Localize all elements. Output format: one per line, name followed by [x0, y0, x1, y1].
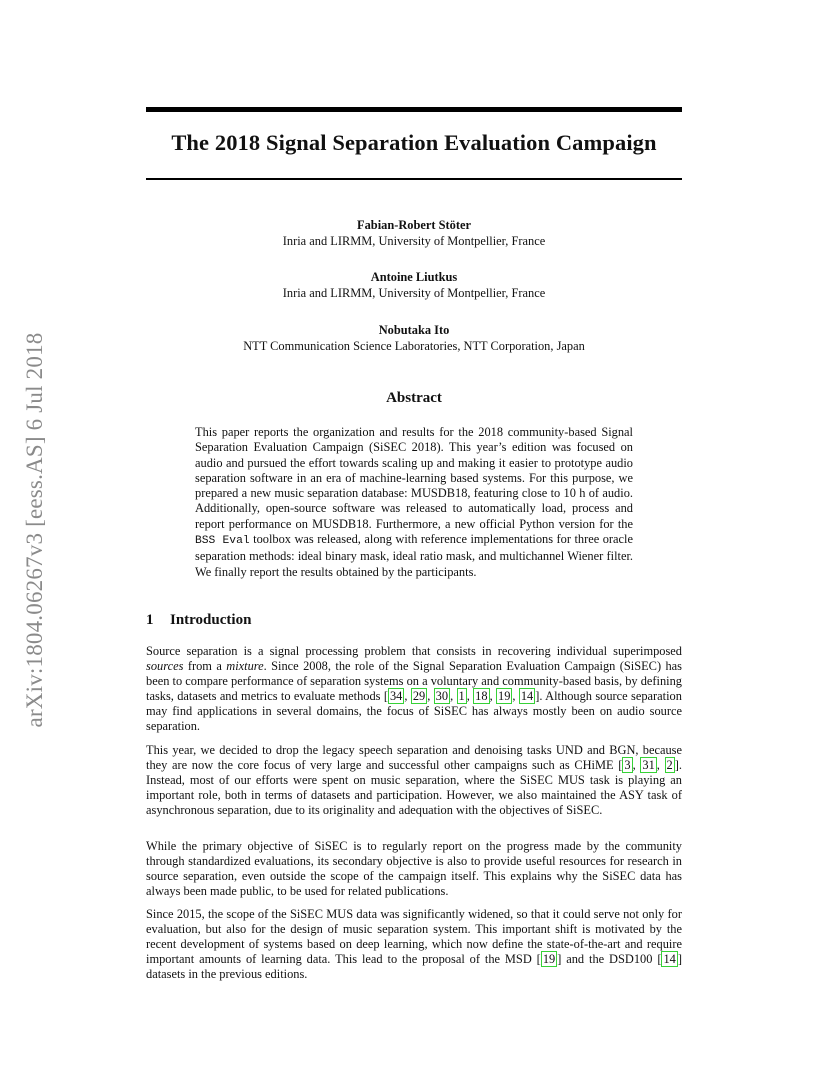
inline-code: BSS Eval — [195, 535, 250, 548]
citation-link[interactable]: 1 — [458, 689, 465, 704]
author-block — [146, 269, 682, 301]
citation-link[interactable]: 19 — [498, 689, 511, 704]
author-name: Fabian-Robert Stöter — [357, 218, 471, 232]
arxiv-sidebar — [20, 295, 50, 765]
paper-title: The 2018 Signal Separation Evaluation Campaign — [171, 130, 657, 155]
text-run: Since 2015, the scope of the SiSEC MUS data was significantly widened, so that it could serve not only for evaluation, but also for the design of music separation system. This important shift is motivated by the recent development of systems based on deep learning, which now define the state-of-the-art and require important amounts of learning data. This lead to the proposal of the MSD — [146, 907, 682, 967]
abstract-text-part: toolbox was released, along with reference implementations for three oracle separation methods: ideal binary mask, ideal ratio mask, and multichannel Wiener filter. We finally report the results obtained by the participants. — [195, 532, 633, 579]
author-affiliation: Inria and LIRMM, University of Montpellier, France — [282, 234, 546, 248]
citation-link[interactable]: 14 — [520, 689, 534, 704]
paragraph: This year, we decided to drop the legacy speech separation and denoising tasks UND and BGN, because they are now the core focus of very large and successful other campaigns such as CHiME [ 3 , 31 , 2 ]. Instead, most of our efforts were spent on music separation, where the SiSEC MUS task is playing an important role, both in terms of datasets and participation. However, we also maintained the ASY task of asynchronous separation, due to its originality and adequation with the objectives of SiSEC. — [146, 743, 682, 818]
paragraph: While the primary objective of SiSEC is to regularly report on the progress made by the community through standardized evaluations, its secondary objective is also to provide useful resources for research in source separation, even outside the scope of the campaign itself. This explains why the SiSEC data has always been made public, to be used for related publications. — [146, 839, 682, 899]
author-affiliation: Inria and LIRMM, University of Montpellier, France — [282, 286, 546, 300]
citation-link[interactable]: 19 — [542, 952, 556, 967]
section-number: 1 — [146, 612, 154, 628]
citation-link[interactable]: 31 — [642, 758, 655, 773]
citation-link[interactable]: 30 — [435, 689, 449, 704]
citation-link[interactable]: 29 — [412, 689, 426, 704]
title-bottom-rule — [146, 178, 682, 180]
citation-link[interactable]: 14 — [663, 952, 676, 967]
emphasis: mixture — [226, 659, 264, 674]
section-heading — [146, 612, 251, 629]
paragraph: Since 2015, the scope of the SiSEC MUS data was significantly widened, so that it could serve not only for evaluation, but also for the design of music separation system. This important shift is motivated by the recent development of systems based on deep learning, which now define the state-of-the-art and require important amounts of learning data. This lead to the proposal of the MSD [ 19 ] and the DSD100 [ 14 ] datasets in the previous editions. — [146, 907, 682, 982]
abstract-heading: Abstract — [386, 390, 442, 406]
author-affiliation: NTT Communication Science Laboratories, NTT Corporation, Japan — [243, 339, 585, 353]
author-block — [146, 322, 682, 354]
author-block — [146, 217, 682, 249]
citation-link[interactable]: 3 — [624, 758, 631, 773]
text-run: datasets in the previous editions. — [146, 967, 308, 982]
citation-link[interactable]: 18 — [475, 689, 488, 704]
text-run: . Instead, most of our efforts were spent on music separation, where the SiSEC MUS task is playing an important role, both in terms of datasets and participation. However, we also maintained the ASY task of asynchronous separation, due to its originality and adequation with the objectives of SiSEC. — [146, 758, 682, 818]
text-run: and the DSD100 — [566, 952, 653, 967]
text-run: This year, we decided to drop the legacy speech separation and denoising tasks UND and BGN, because they are now the core focus of very large and successful other campaigns such as CHiME — [146, 743, 682, 773]
section-title: Introduction — [170, 612, 252, 628]
text-run: from a — [187, 659, 222, 674]
text-run: . Since 2008, the role of the Signal Separation Evaluation Campaign (SiSEC) has been to compare performance of separation systems on a voluntary and community-based basis, by defining tasks, datasets and metrics to evaluate methods — [146, 659, 683, 704]
citation-link[interactable]: 34 — [389, 689, 403, 704]
abstract-text — [195, 425, 633, 580]
author-name: Nobutaka Ito — [378, 323, 450, 337]
arxiv-stamp: arXiv:1804.06267v3 [eess.AS] 6 Jul 2018 — [22, 332, 47, 728]
abstract-text-part: This paper reports the organization and results for the 2018 community-based Signal Separation Evaluation Campaign (SiSEC 2018). This year’s edition was focused on audio and pursued the effort towards scaling up and making it easier to prototype audio separation software in an era of machine-learning based systems. For this purpose, we prepared a new music separation database: MUSDB18, featuring close to 10 h of audio. Additionally, open-source software was released to automatically load, process and report performance on MUSDB18. Furthermore, a new official Python version for the — [195, 425, 633, 531]
text-run: . Although source separation may find applications in several domains, the focus of SiSEC has always mostly been on audio source separation. — [146, 689, 682, 734]
citation-link[interactable]: 2 — [666, 758, 673, 773]
title-top-rule — [146, 107, 682, 112]
paragraph: Source separation is a signal processing problem that consists in recovering individual superimposed sources from a mixture. Since 2008, the role of the Signal Separation Evaluation Campaign (SiSEC) has been to compare performance of separation systems on a voluntary and community-based basis, by defining tasks, datasets and metrics to evaluate methods [ 34 , 29 , 30 , 1 , 18 , 19 , 14 ]. Although source separation may find applications in several domains, the focus of SiSEC has always mostly been on audio source separation. — [146, 644, 683, 734]
author-name: Antoine Liutkus — [370, 270, 458, 284]
text-run: Source separation is a signal processing problem that consists in recovering individual superimposed — [146, 644, 682, 658]
emphasis: sources — [146, 659, 184, 674]
